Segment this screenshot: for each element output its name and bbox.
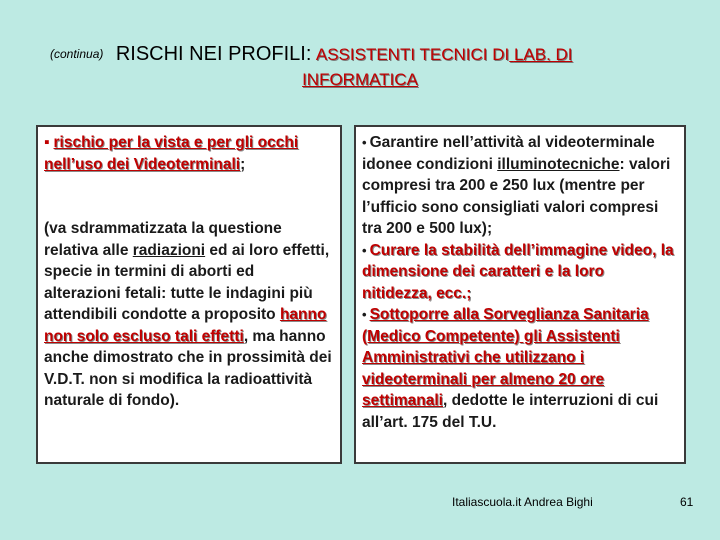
image-stability-text: Curare la stabilità dell’immagine video, la dimensione dei caratteri e la loro nitidezza, ecc.; — [362, 241, 674, 302]
radiation-paragraph: (va sdrammatizzata la questione relativa alle radiazioni ed ai loro effetti, specie in termini di aborti ed alterazioni fetali: tutte le indagini più attendibili condotte a proposito hanno non solo escluso tali effetti, ma hanno anche dimostrato che in prossimità dei V.D.T. non si modifica la radioattività naturale di fondo). — [44, 220, 332, 409]
health-surveillance-text: Sottoporre alla Sorveglianza Sanitaria (Medico Competente) gli Assistenti Amministrativi che utilizzano i videoterminali per almeno 20 ore settimanali — [362, 306, 649, 409]
risk-bullet: ▪ rischio per la vista e per gli occhi nell’uso dei Videoterminali; — [44, 134, 299, 173]
bullet-dot-icon: • — [362, 135, 367, 150]
continued-label: (continua) — [50, 47, 104, 61]
measure-lighting: • Garantire nell’attività al videoterminale idonee condizioni illuminotecniche: valori compresi tra 200 e 250 lux (mentre per l’ufficio sono consigliati valori compresi tra 200 e 500 lux); — [362, 134, 671, 237]
excluded-effects: hanno non solo escluso tali effetti — [44, 306, 327, 345]
measure-health: • Sottoporre alla Sorveglianza Sanitaria (Medico Competente) gli Assistenti Amministrativi che utilizzano i videoterminali per almeno 20 ore settimanali, dedotte le interruzioni di cui all’art. 175 del T.U. — [362, 306, 659, 431]
radiazioni-term: radiazioni — [132, 241, 206, 259]
slide-title-line1 — [50, 43, 710, 66]
footer-source: Italiascuola.it Andrea Bighi — [452, 495, 593, 509]
risk-text: rischio per la vista e per gli occhi nell’uso dei Videoterminali — [44, 134, 299, 173]
title-profile-a: ASSISTENTI TECNICI DI — [315, 45, 510, 64]
left-text-box — [36, 125, 342, 464]
measure-image — [362, 240, 678, 305]
page-number: 61 — [680, 495, 694, 509]
title-profile-b: LAB. DI — [513, 45, 573, 64]
bullet-dot-icon: • — [362, 307, 367, 322]
right-text-box — [354, 125, 686, 464]
title-profile-c: INFORMATICA — [302, 70, 418, 89]
slide-title-line2 — [0, 70, 720, 90]
illuminotecniche-term: illuminotecniche — [497, 155, 620, 173]
square-bullet-icon: ▪ — [44, 134, 50, 151]
bullet-dot-icon: • — [362, 242, 367, 258]
title-risks: RISCHI NEI PROFILI: — [115, 43, 312, 65]
